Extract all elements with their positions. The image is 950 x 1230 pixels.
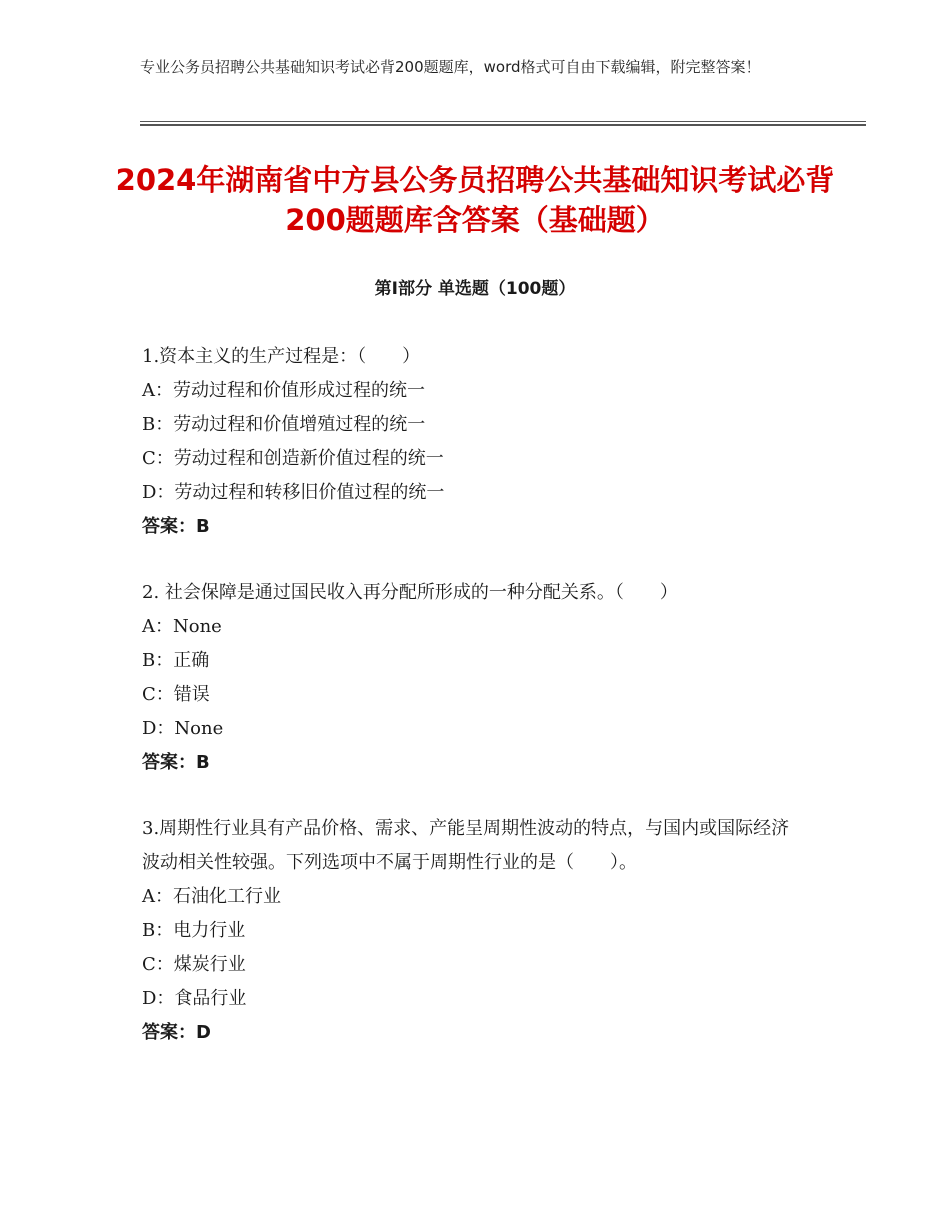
answer: 答案：B [142,752,210,773]
header-divider-thin [140,121,866,122]
option-b: B：电力行业 [142,920,246,941]
option-c: C：煤炭行业 [142,954,246,975]
question-3 [142,812,802,1050]
option-a: A：劳动过程和价值形成过程的统一 [142,380,425,401]
option-c: C：劳动过程和创造新价值过程的统一 [142,448,444,469]
option-a: A：石油化工行业 [142,886,281,907]
option-c: C：错误 [142,684,210,705]
question-stem: 3.周期性行业具有产品价格、需求、产能呈周期性波动的特点，与国内或国际经济波动相关性较强。下列选项中不属于周期性行业的是（ ）。 [142,818,790,873]
question-stem: 1.资本主义的生产过程是：（ ） [142,346,421,367]
document-title: 2024年湖南省中方县公务员招聘公共基础知识考试必背200题题库含答案（基础题） [115,163,835,237]
option-d: D：劳动过程和转移旧价值过程的统一 [142,482,445,503]
question-list [142,340,802,1082]
section-heading: 第Ⅰ部分 单选题（100题） [374,279,576,299]
question-2 [142,576,802,780]
option-a: A：None [142,616,222,637]
answer: 答案：B [142,516,210,537]
option-b: B：劳动过程和价值增殖过程的统一 [142,414,426,435]
header-divider-thick [140,124,866,126]
option-d: D：食品行业 [142,988,247,1009]
option-b: B：正确 [142,650,210,671]
question-stem: 2. 社会保障是通过国民收入再分配所形成的一种分配关系。（ ） [142,582,678,603]
header-note: 专业公务员招聘公共基础知识考试必背200题题库，word格式可自由下载编辑，附完整答案！ [140,58,761,76]
answer: 答案：D [142,1022,211,1043]
question-1 [142,340,802,544]
option-d: D：None [142,718,224,739]
